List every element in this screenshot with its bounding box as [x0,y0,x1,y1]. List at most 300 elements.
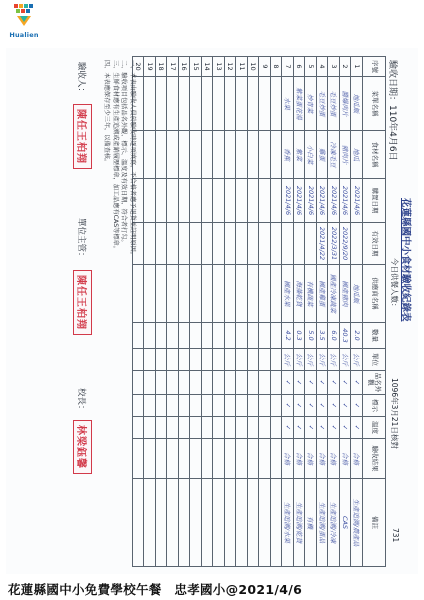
table-cell-note: 生產追溯/冷凍 [328,479,340,567]
table-cell-qty [167,323,179,349]
table-cell-menu [167,77,179,131]
table-cell-c: ✓ [294,417,306,439]
table-cell-unit: 公斤 [340,349,352,371]
table-cell-unit [248,349,260,371]
table-cell-item: 豬肉片 [340,131,352,179]
table-cell-c [213,417,225,439]
table-cell-vendor [167,265,179,323]
table-cell-buy [167,179,179,223]
table-cell-note [248,479,260,567]
table-cell-no: 5 [305,57,317,77]
table-cell-buy: 2021/4/6 [305,179,317,223]
table-cell-no: 15 [190,57,202,77]
table-cell-vendor [156,265,168,323]
table-cell-b [202,395,214,417]
table-cell-menu [259,77,271,131]
table-cell-result [248,439,260,479]
table-cell-note [225,479,237,567]
table-row [156,57,168,567]
table-cell-exp [294,223,306,265]
table-row [271,57,283,567]
table-row [190,57,202,567]
table-cell-note [190,479,202,567]
table-cell-note: CAS [340,479,352,567]
table-cell-no: 17 [167,57,179,77]
table-cell-note [179,479,191,567]
table-cell-c [190,417,202,439]
table-cell-qty [156,323,168,349]
table-cell-qty: 6.0 [328,323,340,349]
meal-count-label: 今日供餐人數： [390,258,399,311]
table-cell-c [179,417,191,439]
table-cell-menu [271,77,283,131]
table-cell-qty [144,323,156,349]
table-cell-no: 19 [144,57,156,77]
table-cell-menu [179,77,191,131]
table-cell-item [225,131,237,179]
table-cell-unit [167,349,179,371]
table-cell-a [271,371,283,395]
table-cell-vendor [202,265,214,323]
table-cell-vendor [144,265,156,323]
table-cell-vendor [225,265,237,323]
table-cell-a: ✓ [351,371,363,395]
table-row [282,57,294,567]
table-cell-a: ✓ [317,371,329,395]
table-cell-vendor [213,265,225,323]
inspect-date: 驗收日期：110年4月6日 [387,60,397,161]
table-cell-qty [259,323,271,349]
table-cell-no: 6 [294,57,306,77]
table-cell-note: 生產追溯/乾貨 [294,479,306,567]
table-cell-b [213,395,225,417]
table-cell-item: 雞蛋 [317,131,329,179]
table-cell-no: 11 [236,57,248,77]
table-cell-item [213,131,225,179]
table-row [179,57,191,567]
table-cell-menu [213,77,225,131]
table-cell-item: 地瓜 [351,131,363,179]
table-cell-qty [179,323,191,349]
table-cell-result [213,439,225,479]
table-cell-unit [225,349,237,371]
table-row [351,57,363,567]
table-cell-a [259,371,271,395]
table-cell-menu: 炒青菜 [305,77,317,131]
table-cell-no: 7 [282,57,294,77]
table-cell-c [167,417,179,439]
table-row [294,57,306,567]
table-cell-item [248,131,260,179]
table-cell-c: ✓ [317,417,329,439]
table-row [225,57,237,567]
table-cell-result: 合格 [351,439,363,479]
inspector-stamp: 陳任王柏翔 [73,104,92,169]
table-cell-menu [225,77,237,131]
footer-caption [0,576,424,600]
table-cell-qty [190,323,202,349]
table-cell-vendor: 國產豬肉 [340,265,352,323]
table-cell-exp [248,223,260,265]
notes-block [102,60,136,560]
table-cell-result [202,439,214,479]
note-line: 二、驗收項目包括品名外觀、標示、溫度及有效日期，符合者打勾。 [120,60,128,246]
table-cell-item: 冷凍毛豆 [328,131,340,179]
table-cell-c [271,417,283,439]
column-header: 溫度 [363,417,386,439]
table-cell-result [271,439,283,479]
table-cell-result [236,439,248,479]
table-cell-exp [213,223,225,265]
table-cell-a [213,371,225,395]
table-cell-note [202,479,214,567]
table-row [305,57,317,567]
table-cell-buy: 2021/4/6 [317,179,329,223]
table-cell-b: ✓ [305,395,317,417]
table-row [248,57,260,567]
principal-stamp: 林梁鈺馨 [73,420,92,474]
supervisor-label: 單位主管： [76,218,86,261]
table-cell-vendor: 國產水果 [282,265,294,323]
table-cell-unit: 公斤 [294,349,306,371]
table-cell-b [190,395,202,417]
rotated-form [6,48,418,574]
table-cell-unit: 公斤 [282,349,294,371]
table-cell-b [225,395,237,417]
table-cell-b [248,395,260,417]
table-cell-unit [156,349,168,371]
document-scan [6,48,418,574]
table-cell-a [167,371,179,395]
column-header: 供應商名稱 [363,265,386,323]
table-cell-a: ✓ [328,371,340,395]
table-cell-no: 14 [202,57,214,77]
table-cell-no: 10 [248,57,260,77]
table-cell-a [190,371,202,395]
table-cell-result [179,439,191,479]
column-header: 備註 [363,479,386,567]
table-cell-c [259,417,271,439]
table-cell-menu: 水果 [282,77,294,131]
table-cell-vendor [190,265,202,323]
table-cell-c [156,417,168,439]
column-header: 購置日期 [363,179,386,223]
table-cell-qty: 3.5 [317,323,329,349]
table-cell-c: ✓ [328,417,340,439]
table-cell-no: 20 [133,57,145,77]
table-cell-vendor: 國產雞蛋 [317,265,329,323]
table-cell-buy: 2021/4/6 [351,179,363,223]
hualien-wordmark: Hualien [9,31,39,39]
table-cell-b: ✓ [340,395,352,417]
table-cell-item [190,131,202,179]
table-cell-buy: 2021/4/6 [294,179,306,223]
table-cell-buy [259,179,271,223]
column-header: 序號 [363,57,386,77]
table-cell-unit [190,349,202,371]
table-cell-buy [213,179,225,223]
table-row [317,57,329,567]
table-cell-item: 香蕉 [282,131,294,179]
table-cell-c: ✓ [305,417,317,439]
note-line: 一、本表由驗收人員於驗收時逐項填寫，不合格者應予退貨並註明原因。 [129,60,136,258]
table-cell-buy [271,179,283,223]
table-cell-menu [156,77,168,131]
table-cell-result [156,439,168,479]
table-cell-qty [225,323,237,349]
table-row [213,57,225,567]
table-cell-qty [248,323,260,349]
table-row [328,57,340,567]
table-header-row [363,57,386,567]
note-line: 四、本表應保存至少三年，以備查核。 [103,60,111,166]
table-cell-no: 3 [328,57,340,77]
table-cell-b: ✓ [328,395,340,417]
table-cell-item [202,131,214,179]
column-header: 數量 [363,323,386,349]
table-cell-item [259,131,271,179]
table-cell-vendor: 地瓜飯 [351,265,363,323]
table-cell-item [179,131,191,179]
column-header: 驗收結果 [363,439,386,479]
table-cell-note: 生產追溯/農產品 [351,479,363,567]
table-cell-b: ✓ [294,395,306,417]
table-cell-c [236,417,248,439]
table-cell-no: 4 [317,57,329,77]
table-cell-no: 2 [340,57,352,77]
table-cell-a: ✓ [305,371,317,395]
table-cell-exp [351,223,363,265]
table-cell-buy [156,179,168,223]
table-cell-item [167,131,179,179]
approve-date: 1096年3月21日核對 [390,378,399,449]
table-cell-result: 合格 [294,439,306,479]
table-cell-a [202,371,214,395]
column-header: 品名外觀 [363,371,386,395]
table-cell-a [144,371,156,395]
table-cell-buy: 2021/4/6 [328,179,340,223]
table-cell-b: ✓ [351,395,363,417]
table-cell-qty [271,323,283,349]
table-row [144,57,156,567]
table-cell-menu [144,77,156,131]
table-cell-a [179,371,191,395]
table-cell-no: 8 [271,57,283,77]
table-cell-exp: 2022/9/20 [340,223,352,265]
table-cell-unit: 公斤 [328,349,340,371]
table-cell-exp: 2022/3/31 [328,223,340,265]
table-cell-c [225,417,237,439]
table-cell-note [144,479,156,567]
table-cell-exp [305,223,317,265]
column-header: 有效日期 [363,223,386,265]
table-cell-result [259,439,271,479]
table-cell-unit [259,349,271,371]
table-cell-buy [190,179,202,223]
table-row [236,57,248,567]
table-cell-vendor: 有機蔬菜 [305,265,317,323]
table-row [202,57,214,567]
table-cell-no: 9 [259,57,271,77]
table-cell-a: ✓ [282,371,294,395]
table-cell-exp [144,223,156,265]
table-cell-note [167,479,179,567]
hualien-logo [5,4,43,44]
table-cell-qty [202,323,214,349]
inspector-label: 驗收人： [76,62,86,97]
table-cell-result: 合格 [328,439,340,479]
table-cell-c: ✓ [340,417,352,439]
table-cell-c: ✓ [351,417,363,439]
table-cell-qty: 4.2 [282,323,294,349]
table-cell-vendor [271,265,283,323]
table-cell-result: 合格 [305,439,317,479]
table-cell-c [202,417,214,439]
table-cell-note [271,479,283,567]
table-cell-item [271,131,283,179]
table-row [259,57,271,567]
table-cell-note [236,479,248,567]
table-cell-unit: 公斤 [351,349,363,371]
table-cell-exp: 2021/4/22 [317,223,329,265]
table-cell-buy [248,179,260,223]
principal-label: 校長： [76,388,86,414]
table-cell-buy [225,179,237,223]
table-cell-exp [202,223,214,265]
table-cell-unit: 公斤 [305,349,317,371]
table-cell-menu [190,77,202,131]
table-cell-result: 合格 [340,439,352,479]
table-cell-a [225,371,237,395]
form-title: 花蓮縣國中小食材驗收紀錄表 [400,198,411,322]
table-cell-note: 生產追溯/蛋品 [317,479,329,567]
table-cell-a [248,371,260,395]
table-cell-menu: 紫菜蛋花湯 [294,77,306,131]
column-header: 單位 [363,349,386,371]
table-cell-vendor: 海藻乾貨 [294,265,306,323]
table-cell-buy [144,179,156,223]
table-cell-no: 12 [225,57,237,77]
table-cell-exp [271,223,283,265]
column-header: 食材名稱 [363,131,386,179]
table-cell-vendor [236,265,248,323]
table-cell-no: 13 [213,57,225,77]
table-cell-exp [156,223,168,265]
table-cell-exp [236,223,248,265]
table-cell-item [156,131,168,179]
table-cell-c: ✓ [282,417,294,439]
table-cell-qty: 5.0 [305,323,317,349]
table-cell-menu [202,77,214,131]
table-cell-exp [190,223,202,265]
supervisor-stamp: 陳任王柏翔 [73,270,92,335]
table-cell-no: 16 [179,57,191,77]
table-cell-unit [179,349,191,371]
hualien-emblem-icon [14,4,34,28]
table-cell-buy [202,179,214,223]
table-cell-result [190,439,202,479]
table-cell-b: ✓ [317,395,329,417]
table-cell-a [236,371,248,395]
table-cell-b [167,395,179,417]
table-cell-item [144,131,156,179]
table-cell-b [259,395,271,417]
table-cell-a: ✓ [340,371,352,395]
table-cell-a [156,371,168,395]
table-cell-result: 合格 [282,439,294,479]
column-header: 標示 [363,395,386,417]
table-cell-b [156,395,168,417]
table-cell-buy: 2021/4/6 [340,179,352,223]
table-cell-note [156,479,168,567]
table-cell-result: 合格 [317,439,329,479]
table-cell-vendor [248,265,260,323]
table-cell-menu [248,77,260,131]
table-cell-note: 生產追溯/水果 [282,479,294,567]
table-cell-unit [202,349,214,371]
table-cell-unit [213,349,225,371]
table-cell-menu: 毛豆炒蛋 [317,77,329,131]
table-cell-c [248,417,260,439]
table-cell-exp [167,223,179,265]
table-row [167,57,179,567]
table-cell-buy: 2021/4/6 [282,179,294,223]
table-cell-qty: 2.0 [351,323,363,349]
table-cell-menu [236,77,248,131]
table-cell-vendor [259,265,271,323]
table-cell-unit [271,349,283,371]
table-cell-exp [225,223,237,265]
table-cell-unit: 公斤 [317,349,329,371]
table-cell-menu: 毛豆炒蛋 [328,77,340,131]
table-cell-b [144,395,156,417]
table-cell-result [167,439,179,479]
table-cell-no: 18 [156,57,168,77]
table-cell-a: ✓ [294,371,306,395]
table-cell-menu: 醬爆肉片 [340,77,352,131]
footer-caption-text: 花蓮縣國中小免費學校午餐 忠孝國小@2021/4/6 [8,582,303,597]
table-cell-unit [236,349,248,371]
table-cell-buy [236,179,248,223]
table-cell-c [144,417,156,439]
table-cell-vendor: 國產冷凍蔬菜 [328,265,340,323]
table-cell-exp [179,223,191,265]
table-cell-note [259,479,271,567]
inspection-table [132,56,386,567]
table-cell-no: 1 [351,57,363,77]
table-cell-buy [179,179,191,223]
table-cell-item: 小白菜 [305,131,317,179]
table-cell-qty: 0.3 [294,323,306,349]
page-number: 731 [391,528,400,543]
table-cell-b [236,395,248,417]
table-cell-note [213,479,225,567]
table-row [340,57,352,567]
note-line: 三、生鮮食材應有生產追溯或產銷履歷標章，加工品應有CAS等標章。 [112,60,119,252]
table-cell-vendor [179,265,191,323]
table-cell-b [271,395,283,417]
table-cell-exp [259,223,271,265]
table-cell-qty [213,323,225,349]
table-cell-b [179,395,191,417]
table-cell-unit [144,349,156,371]
table-cell-result [144,439,156,479]
table-cell-result [225,439,237,479]
table-cell-menu: 地瓜飯 [351,77,363,131]
table-cell-qty: 40.3 [340,323,352,349]
table-cell-b: ✓ [282,395,294,417]
table-cell-note: 有機 [305,479,317,567]
